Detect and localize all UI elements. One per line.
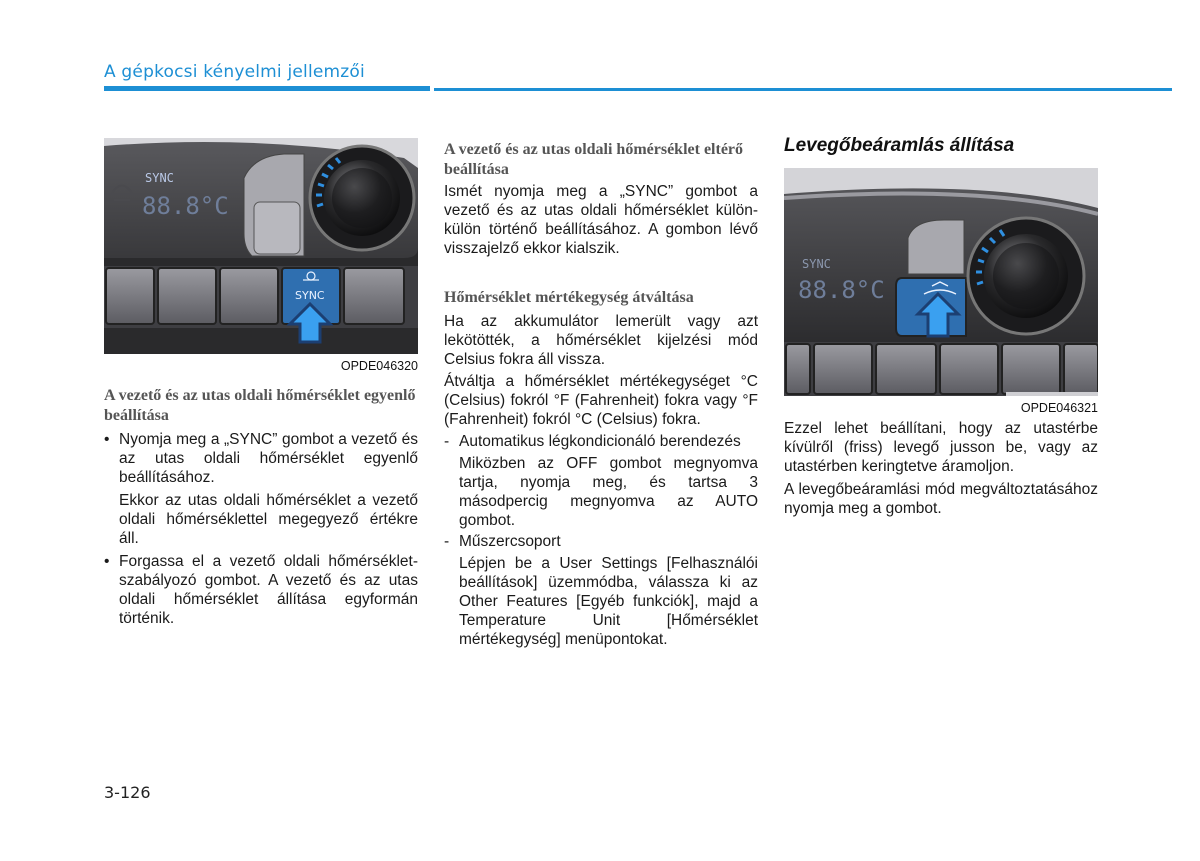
col2-item-1 bbox=[444, 432, 758, 451]
header-title: A gépkocsi kényelmi jellemzői bbox=[104, 62, 365, 82]
bullet-mark: • bbox=[104, 431, 110, 448]
col1-heading: A vezető és az utas oldali hőmérséklet egyenlő beállítása bbox=[104, 387, 416, 424]
header-rule-right bbox=[434, 88, 1172, 91]
col3-section-title: Levegőbeáramlás állítása bbox=[784, 135, 1015, 156]
col2-item-2 bbox=[444, 532, 758, 551]
col2-item-1-body: Miközben az OFF gombot megnyomva tartja, nyomja meg, és tartsa 3 másodpercig megnyomva az AUTO gombot. bbox=[459, 455, 758, 529]
fig1-display-temp: 88.8°C bbox=[142, 192, 229, 220]
col2-item-2-body: Lépjen be a User Settings [Felhasználói beállítások] üzemmódba, válassza ki az Other Features [Egyéb funkciók], majd a Temperature Unit [Hőmérséklet mértékegység] menüpontokat. bbox=[459, 555, 758, 648]
figure-sync-button bbox=[104, 138, 418, 354]
fig2-code: OPDE046321 bbox=[1020, 401, 1098, 415]
fig2-display-temp: 88.8°C bbox=[798, 276, 885, 304]
col2-heading-1: A vezető és az utas oldali hőmérséklet eltérő beállítása bbox=[444, 141, 744, 178]
col2-item-1-title: Automatikus légkondicionáló berendezés bbox=[459, 433, 741, 450]
col2-para-2: Ha az akkumulátor lemerült vagy azt lekötötték, a hőmérséklet kijelzési mód Celsius fokra áll vissza. bbox=[444, 313, 758, 368]
col3-para-2: A levegőbeáramlási mód megváltoztatásához nyomja meg a gombot. bbox=[784, 481, 1098, 517]
col1-bullet-1-cont: Ekkor az utas oldali hőmérséklet a vezető oldali hőmérséklettel megegyező értékre áll. bbox=[119, 492, 418, 547]
col1-bullet-1-text: Nyomja meg a „SYNC” gombot a vezető és az utas oldali hőmérséklet egyenlő beállításához. bbox=[119, 431, 418, 486]
col2-item-2-title: Műszercsoport bbox=[459, 533, 561, 550]
col2-heading-2: Hőmérséklet mértékegység átváltása bbox=[444, 289, 694, 306]
header-rule-left bbox=[104, 86, 430, 91]
fig1-code: OPDE046320 bbox=[340, 359, 418, 373]
column-3 bbox=[784, 136, 1098, 518]
column-2 bbox=[444, 140, 758, 649]
page-number: 3-126 bbox=[104, 783, 151, 802]
col3-para-1: Ezzel lehet beállítani, hogy az utastérbe kívülről (friss) levegő jusson be, vagy az utastérben keringtetve áramoljon. bbox=[784, 420, 1098, 475]
col1-bullet-1 bbox=[104, 430, 418, 487]
fig2-display-label: SYNC bbox=[802, 257, 831, 271]
col1-bullet-2 bbox=[104, 552, 418, 628]
figure-air-intake-button bbox=[784, 168, 1098, 396]
column-1 bbox=[104, 138, 418, 628]
col2-para-1: Ismét nyomja meg a „SYNC” gombot a vezető és az utas oldali hőmérséklet külön-külön történő beállításához. A gombon lévő visszajelző ekkor kialszik. bbox=[444, 183, 758, 257]
dash-mark: - bbox=[444, 433, 450, 450]
fig1-display-label: SYNC bbox=[145, 171, 174, 185]
bullet-mark: • bbox=[104, 553, 110, 570]
dash-mark: - bbox=[444, 533, 450, 550]
fig1-sync-button-label: SYNC bbox=[295, 289, 325, 302]
col2-para-3: Átváltja a hőmérséklet mértékegységet °C (Celsius) fokról °F (Fahrenheit) fokra vagy °F (Fahrenheit) fokról °C (Celsius) fokra. bbox=[444, 373, 758, 428]
col1-bullet-2-text: Forgassa el a vezető oldali hőmérséklet-szabályozó gombot. A vezető és az utas oldali hőmérséklet állítása egyformán történik. bbox=[119, 553, 418, 627]
